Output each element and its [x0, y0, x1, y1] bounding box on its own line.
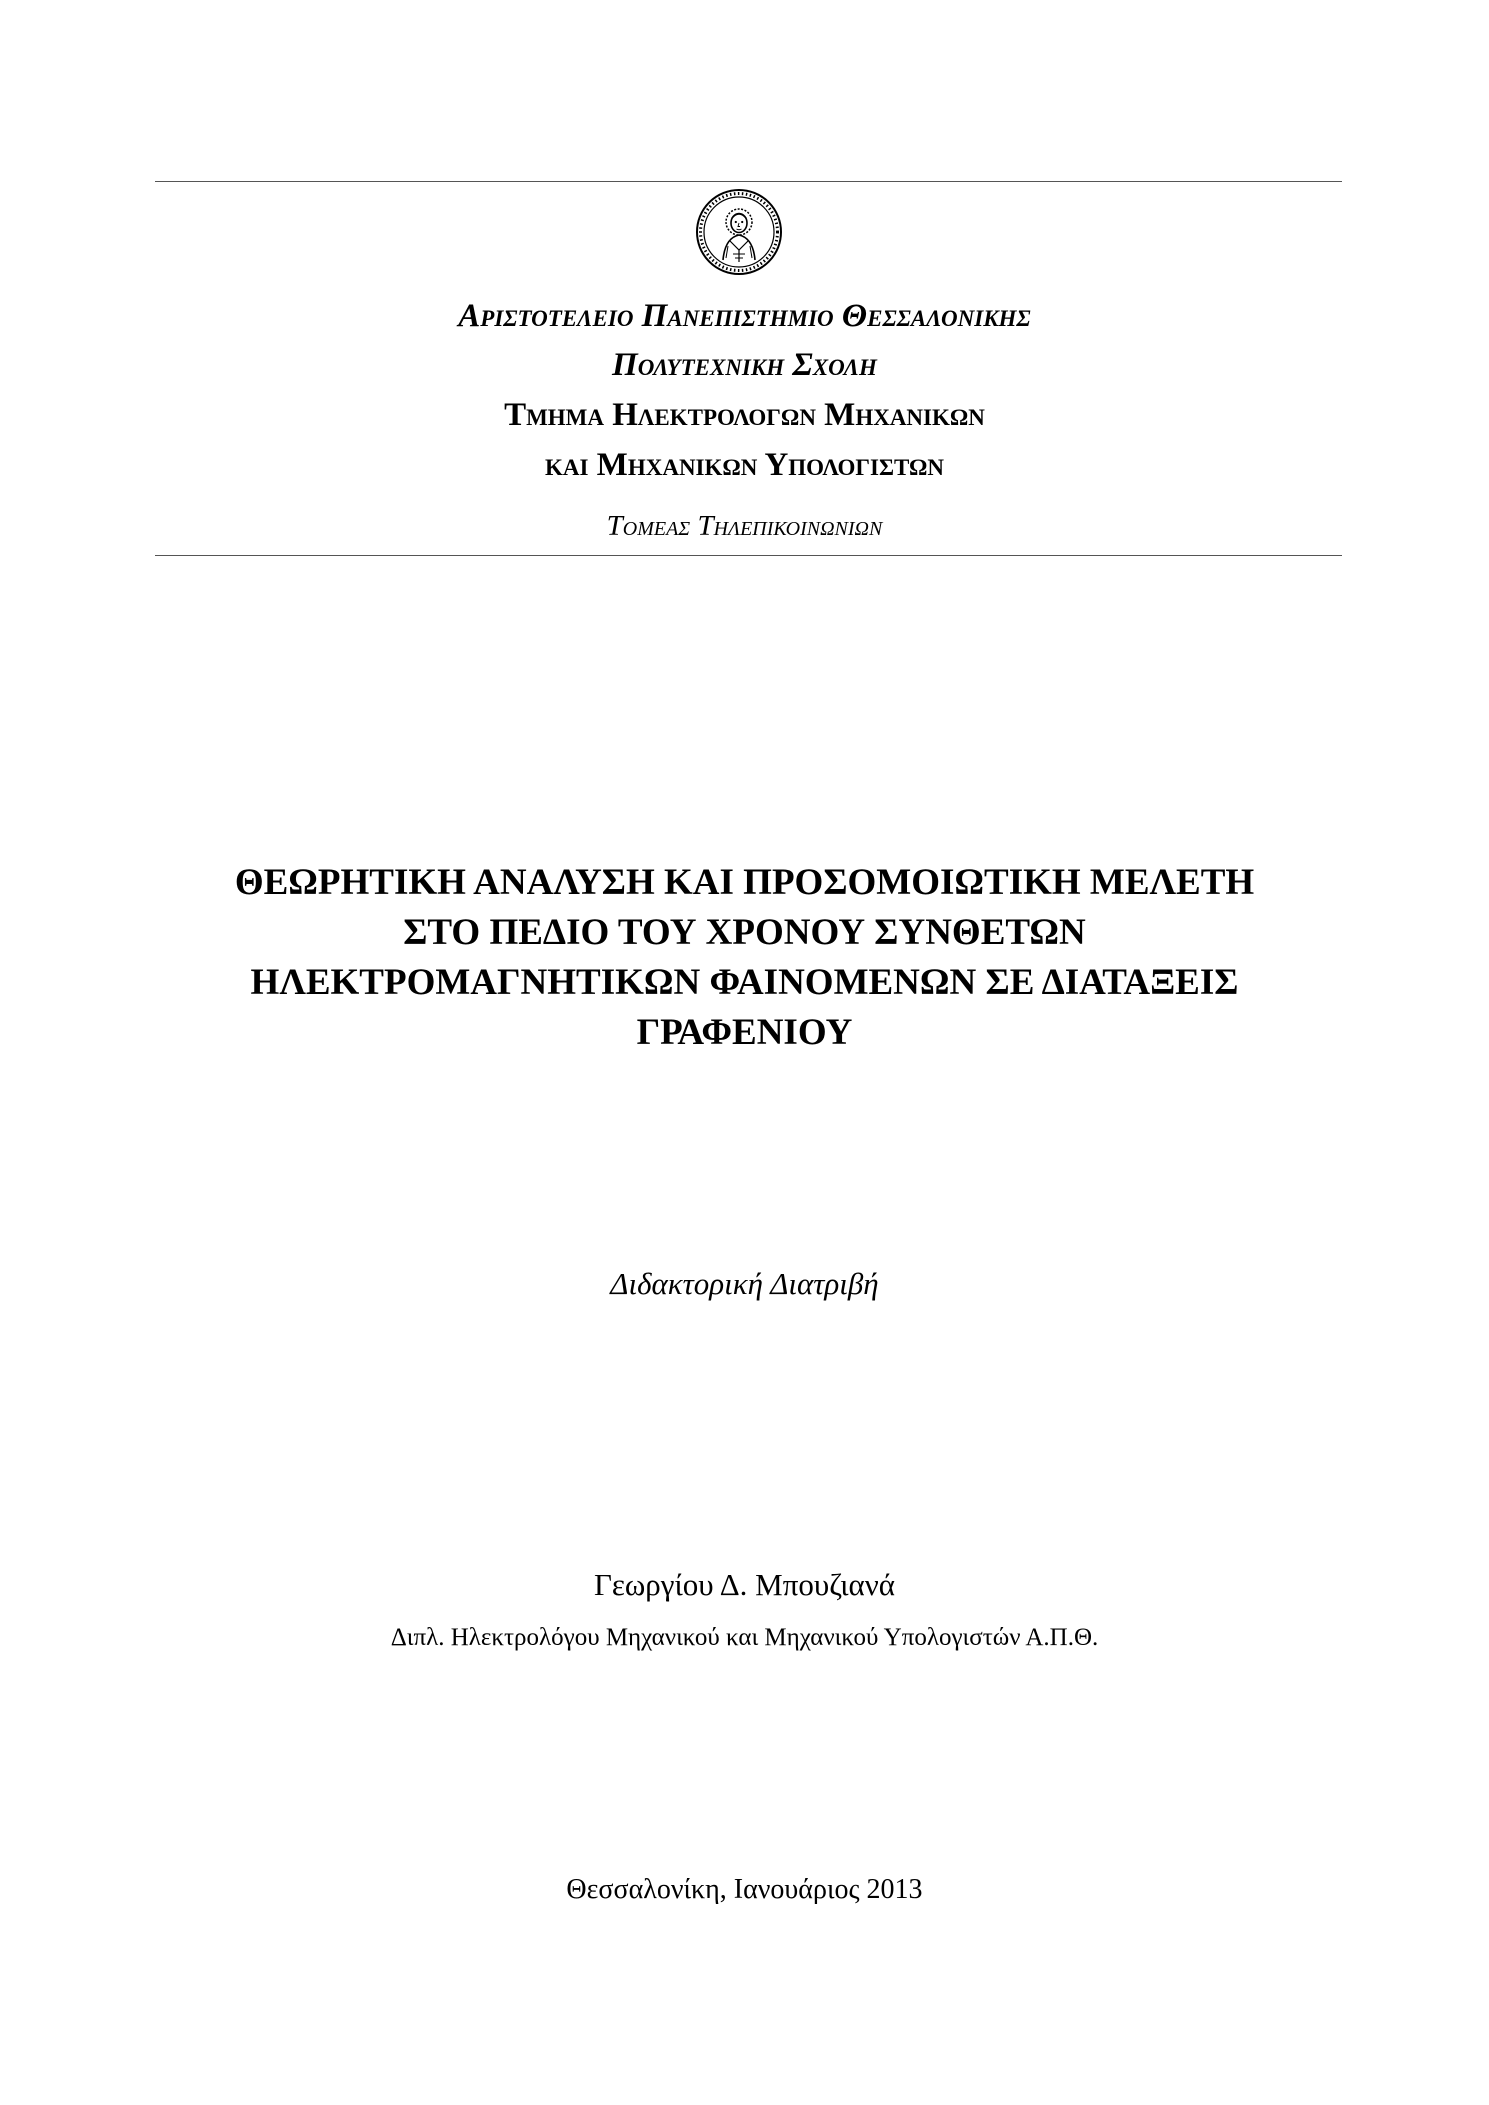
thesis-title-line: ΓΡΑΦΕΝΙΟΥ	[636, 1012, 853, 1053]
thesis-title-line: ΗΛΕΚΤΡΟΜΑΓΝΗΤΙΚΩΝ ΦΑΙΝΟΜΕΝΩΝ ΣΕ ΔΙΑΤΑΞΕΙΣ	[250, 962, 1239, 1003]
author-degree: Διπλ. Ηλεκτρολόγου Μηχανικού και Μηχανικού Υπολογιστών Α.Π.Θ.	[390, 1624, 1099, 1651]
top-divider	[155, 181, 1342, 182]
school-name: Πολυτεχνικη Σχολη	[612, 347, 877, 383]
sector-name: Τομεας Τηλεπικοινωνιων	[606, 510, 883, 542]
thesis-type: Διδακτορική Διατριβή	[610, 1266, 879, 1301]
department-name-line-1: Τμημα Ηλεκτρολογων Μηχανικων	[504, 397, 985, 433]
university-seal-icon	[695, 188, 783, 276]
author-name: Γεωργίου Δ. Μπουζιανά	[593, 1567, 896, 1602]
thesis-title	[100, 858, 1389, 1058]
university-name: Αριστοτελειο Πανεπιστημιο Θεσσαλονικης	[458, 298, 1031, 334]
place-and-date: Θεσσαλονίκη, Ιανουάριος 2013	[566, 1874, 923, 1905]
thesis-title-line: ΘΕΩΡΗΤΙΚΗ ΑΝΑΛΥΣΗ ΚΑΙ ΠΡΟΣΟΜΟΙΩΤΙΚΗ ΜΕΛΕΤΗ	[234, 862, 1255, 903]
department-name-line-2: και Μηχανικων Υπολογιστων	[544, 447, 944, 483]
header-bottom-divider	[155, 555, 1342, 556]
thesis-title-line: ΣΤΟ ΠΕΔΙΟ ΤΟΥ ΧΡΟΝΟΥ ΣΥΝΘΕΤΩΝ	[403, 912, 1086, 953]
